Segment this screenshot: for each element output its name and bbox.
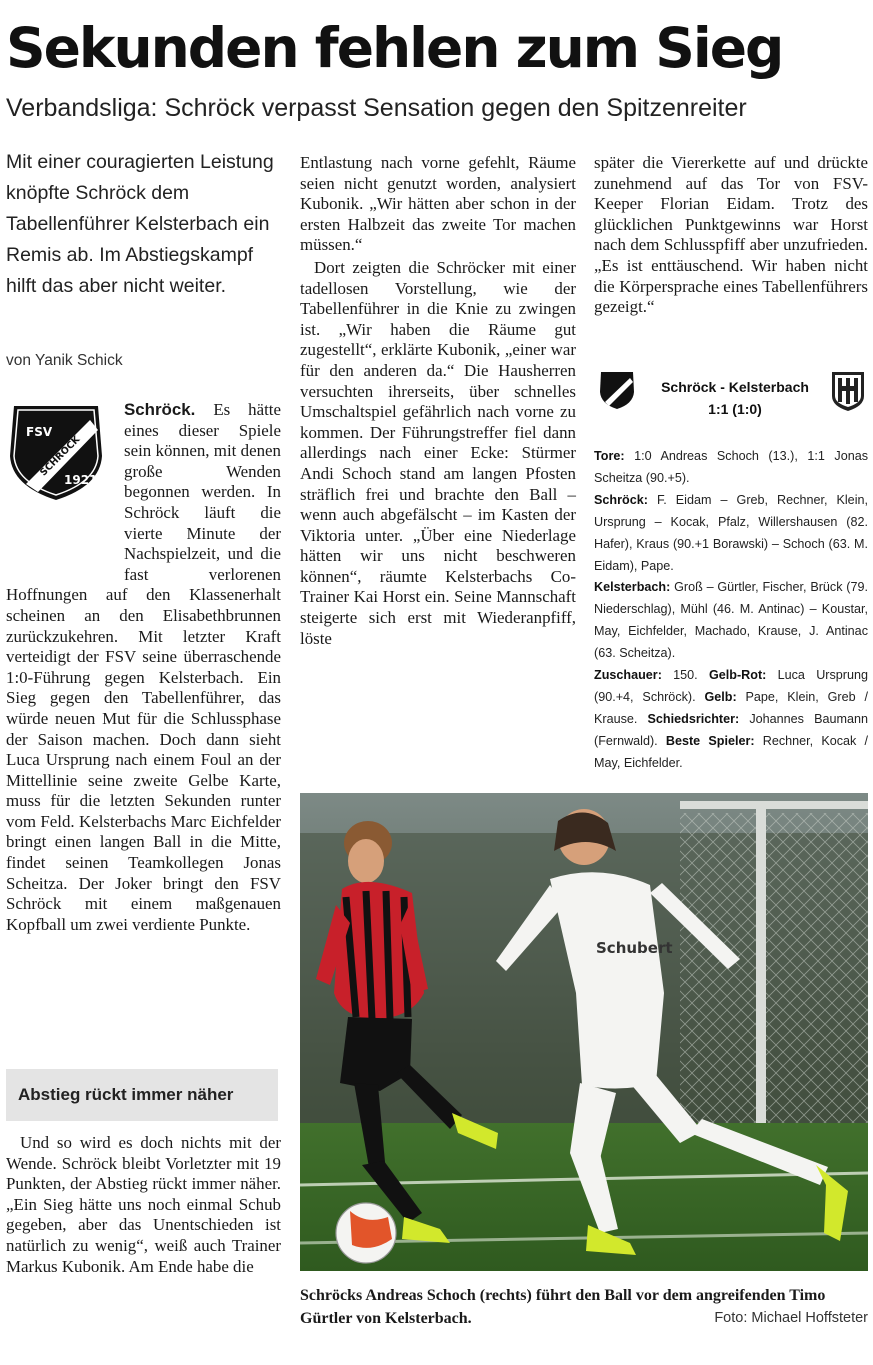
article-lead: Mit einer couragierten Leistung knöpfte Schröck dem Tabellenführer Kelsterbach ein Remis ab. Im Abstiegskampf hilft das aber nicht weiter. — [6, 151, 274, 297]
facts-schiri: Johannes Baumann (Fernwald). — [594, 711, 868, 748]
facts-schroeck-label: Schröck: — [594, 492, 648, 507]
facts-beste: Rechner, Kocak / May, Eichfelder. — [594, 733, 869, 770]
match-teams: Schröck - Kelsterbach — [661, 379, 809, 395]
author-byline: von Yanik Schick — [6, 352, 123, 369]
facts-tore: 1:0 Andreas Schoch (13.), 1:1 Jonas Scheitza (90.+5). — [594, 449, 869, 485]
facts-gelb: Pape, Klein, Greb / Krause. — [594, 689, 868, 726]
shirt-sponsor-text: Schubert — [596, 939, 673, 957]
facts-schroeck-lineup: F. Eidam – Greb, Rechner, Klein, Ursprung – Kocak, Pfalz, Willershausen (82. Hafer), Kraus (90.+1 Borawski) – Schoch (63. M. Eidam), Pape. — [594, 492, 868, 573]
facts-kelsterbach-label: Kelsterbach: — [594, 580, 671, 595]
logo-text-top: FSV — [26, 425, 53, 439]
article-paragraph-2: Und so wird es doch nichts mit der Wende. Schröck bleibt Vorletzter mit 19 Punkten, der Abstieg rückt immer näher. „Ein Sieg hätte uns noch einmal Schub gegeben, aber das Unentschieden ist natürlich zu wenig“, weiß auch Trainer Markus Kubonik. Am Ende habe die — [6, 1133, 281, 1276]
viktoria-kelsterbach-logo — [830, 370, 866, 412]
logo-text-middle: SCHRÖCK — [38, 434, 83, 479]
logo-text-year: 1921 — [64, 473, 98, 487]
article-column-1-continued — [6, 1133, 281, 1277]
article-column-1 — [6, 400, 281, 935]
article-paragraph-1: Es hätte eines dieser Spiele sein können, mit denen große Wenden begonnen werden. In Schröck läuft die vierte Minute der Nachspielzeit, und die fast verlorenen Hoffnungen auf den Klassenerhalt scheinen an den Elisabethbrunnen zurückzukehren. Mit letzter Kraft verteidigt der FSV seine überraschende 1:0-Führung gegen Kelsterbach. Ein Sieg gegen den Tabellenführer, das würde neuen Mut für die Schlussphase der Saison machen. Doch dann sieht Luca Ursprung nach einem Foul an der Mittellinie seine zweite Gelbe Karte, muss für die letzten Sekunden runter vom Feld. Kelsterbachs Marc Eichfelder bringt einen langen Ball in die Mitte, findet seinen Teamkollegen Jonas Scheitza. Der Joker bringt den FSV Schröck mit einem maßgenauen Kopfball um zwei verdiente Punkte. — [6, 400, 281, 934]
fsv-schroeck-small-logo — [598, 370, 636, 410]
facts-gelbrot: Luca Ursprung (90.+4, Schröck). — [594, 668, 869, 704]
section-title: Abstieg rückt immer näher — [18, 1085, 234, 1104]
facts-gelb-label: Gelb: — [704, 689, 737, 704]
match-facts — [594, 446, 868, 775]
match-score: 1:1 (1:0) — [708, 401, 762, 417]
facts-zuschauer-label: Zuschauer: — [594, 668, 662, 683]
subheadline: Verbandsliga: Schröck verpasst Sensation gegen den Spitzenreiter — [6, 94, 747, 122]
article-paragraph-5: später die Viererkette auf und drückte zunehmend auf das Tor von FSV-Keeper Florian Eidam. Trotz des glücklichen Punktgewinns war Horst nach dem Schlusspfiff aber unzufrieden. „Es ist enttäuschend. Wir haben nicht die Körpersprache eines Tabellenführers gezeigt.“ — [594, 153, 868, 317]
article-paragraph-4: Dort zeigten die Schröcker mit einer tadellosen Vorstellung, wie der Tabellenführer in die Knie zu zwingen ist. „Wir haben die Räume gut zugestellt“, erklärte Kubonik, „einer war für den anderen da.“ Die Hausherren versuchten ihrerseits, über schnelles Umschaltspiel gefährlich nach vorne zu kommen. Der Führungstreffer fiel dann allerdings nach einer Ecke: Stürmer Andi Schoch stand am langen Pfosten sträflich frei und brachte den Ball – wenn auch abgefälscht – im Kasten der Viktoria unter. „Über eine Niederlage hätten wir uns nicht beschweren können“, räumte Kelsterbachs Co-Trainer Kai Horst ein. Seine Mannschaft steigerte sich erst mit Wiederanpfiff, löste — [300, 257, 576, 648]
facts-tore-label: Tore: — [594, 449, 625, 463]
article-paragraph-3: Entlastung nach vorne gefehlt, Räume seien nicht genutzt worden, analysiert Kubonik. „Wir hätten aber schon in der ersten Halbzeit das zweite Tor machen müssen.“ — [300, 153, 576, 255]
match-photo — [300, 793, 868, 1271]
article-column-3 — [594, 153, 868, 318]
match-header — [640, 376, 830, 420]
headline: Sekunden fehlen zum Sieg — [6, 16, 783, 80]
football — [336, 1203, 396, 1263]
facts-schiri-label: Schiedsrichter: — [647, 711, 740, 726]
facts-kelsterbach-lineup: Groß – Gürtler, Fischer, Brück (79. Niederschlag), Mühl (46. M. Antinac) – Koustar, May, Eichfelder, Machado, Krause, J. Antinac (63. Scheitza). — [594, 580, 868, 661]
photo-caption: Schröcks Andreas Schoch (rechts) führt den Ball vor dem angreifenden Timo Gürtler von Kelsterbach. — [300, 1287, 826, 1327]
article-lead-word: Schröck. — [124, 400, 196, 419]
facts-gelbrot-label: Gelb-Rot: — [708, 668, 767, 683]
article-column-2 — [300, 153, 576, 649]
photo-credit: Foto: Michael Hoffsteter — [714, 1310, 868, 1326]
facts-zuschauer: 150. — [673, 668, 698, 683]
facts-beste-label: Beste Spieler: — [665, 733, 755, 748]
